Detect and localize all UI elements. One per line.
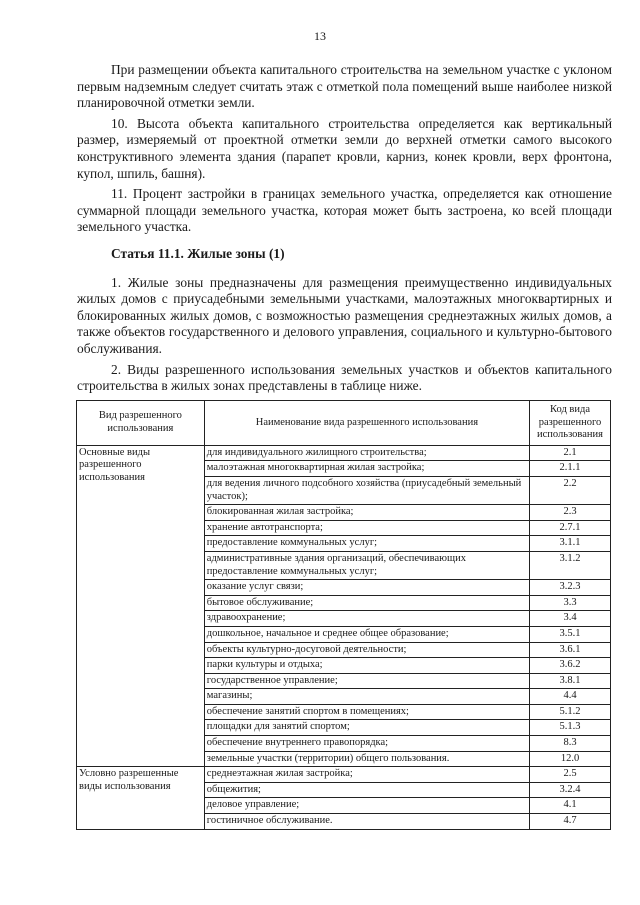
use-name-cell: блокированная жилая застройка;	[204, 505, 529, 521]
use-name-cell: для индивидуального жилищного строительства;	[204, 445, 529, 461]
header-use-type: Вид разрешенного использования	[77, 401, 205, 446]
use-code-cell: 2.3	[530, 505, 611, 521]
use-name-cell: дошкольное, начальное и среднее общее образование;	[204, 626, 529, 642]
permitted-use-table	[76, 400, 611, 830]
use-name-cell: хранение автотранспорта;	[204, 520, 529, 536]
use-code-cell: 3.2.3	[530, 580, 611, 596]
use-code-cell: 3.1.2	[530, 551, 611, 579]
use-name-cell: магазины;	[204, 689, 529, 705]
table-header-row	[77, 401, 611, 446]
use-name-cell: среднеэтажная жилая застройка;	[204, 767, 529, 783]
use-code-cell: 3.5.1	[530, 626, 611, 642]
table-body	[77, 445, 611, 829]
use-name-cell: деловое управление;	[204, 798, 529, 814]
use-group-label: Условно разрешенные виды использования	[77, 767, 205, 829]
use-code-cell: 3.1.1	[530, 536, 611, 552]
use-name-cell: оказание услуг связи;	[204, 580, 529, 596]
use-code-cell: 2.1	[530, 445, 611, 461]
use-name-cell: обеспечение занятий спортом в помещениях;	[204, 704, 529, 720]
use-code-cell: 5.1.3	[530, 720, 611, 736]
header-use-code: Код вида разрешенного использования	[530, 401, 611, 446]
use-name-cell: площадки для занятий спортом;	[204, 720, 529, 736]
use-name-cell: бытовое обслуживание;	[204, 595, 529, 611]
use-name-cell: малоэтажная многоквартирная жилая застройка;	[204, 461, 529, 477]
use-code-cell: 2.5	[530, 767, 611, 783]
use-code-cell: 4.1	[530, 798, 611, 814]
header-use-name: Наименование вида разрешенного использования	[204, 401, 529, 446]
use-name-cell: парки культуры и отдыха;	[204, 658, 529, 674]
use-code-cell: 3.6.2	[530, 658, 611, 674]
use-code-cell: 4.4	[530, 689, 611, 705]
use-code-cell: 3.4	[530, 611, 611, 627]
use-name-cell: объекты культурно-досуговой деятельности;	[204, 642, 529, 658]
use-code-cell: 2.1.1	[530, 461, 611, 477]
paragraph: 11. Процент застройки в границах земельного участка, определяется как отношение суммарной площади земельного участка, которая может быть застроена, ко всей площади земельного участка.	[77, 186, 612, 235]
use-code-cell: 3.3	[530, 595, 611, 611]
use-code-cell: 3.8.1	[530, 673, 611, 689]
paragraph: При размещении объекта капитального строительства на земельном участке с уклоном первым надземным следует считать этаж с отметкой пола помещений выше наиболее низкой планировочной отметки земли.	[77, 62, 612, 111]
use-name-cell: земельные участки (территории) общего пользования.	[204, 751, 529, 767]
paragraph: 1. Жилые зоны предназначены для размещения преимущественно индивидуальных жилых домов с приусадебными земельными участками, малоэтажных многоквартирных и блокированных жилых домов, с возможностью размещения среднеэтажных жилых домов, а также объектов государственного и делового управления, социального и культурно-бытового обслуживания.	[77, 274, 612, 356]
use-name-cell: гостиничное обслуживание.	[204, 814, 529, 830]
use-code-cell: 3.2.4	[530, 782, 611, 798]
use-code-cell: 5.1.2	[530, 704, 611, 720]
use-name-cell: предоставление коммунальных услуг;	[204, 536, 529, 552]
paragraph: 2. Виды разрешенного использования земельных участков и объектов капитального строительства в жилых зонах представлены в таблице ниже.	[77, 361, 612, 394]
use-name-cell: для ведения личного подсобного хозяйства (приусадебный земельный участок);	[204, 476, 529, 504]
use-name-cell: здравоохранение;	[204, 611, 529, 627]
use-name-cell: обеспечение внутреннего правопорядка;	[204, 736, 529, 752]
use-code-cell: 8.3	[530, 736, 611, 752]
use-code-cell: 2.7.1	[530, 520, 611, 536]
table-row	[77, 767, 611, 783]
use-code-cell: 2.2	[530, 476, 611, 504]
use-code-cell: 12.0	[530, 751, 611, 767]
use-code-cell: 4.7	[530, 814, 611, 830]
use-group-label: Основные виды разрешенного использования	[77, 445, 205, 766]
intro-section	[77, 62, 612, 399]
paragraph: 10. Высота объекта капитального строительства определяется как вертикальный размер, измеряемый от проектной отметки земли до верхней отметки самого высокого конструктивного элемента здания (парапет кровли, карниз, конек кровли, верх фронтона, купол, шпиль, башня).	[77, 115, 612, 181]
use-name-cell: государственное управление;	[204, 673, 529, 689]
page-number: 13	[314, 29, 326, 43]
table-row	[77, 445, 611, 461]
use-name-cell: общежития;	[204, 782, 529, 798]
article-heading: Статья 11.1. Жилые зоны (1)	[111, 245, 285, 261]
use-code-cell: 3.6.1	[530, 642, 611, 658]
use-name-cell: административные здания организаций, обеспечивающих предоставление коммунальных услуг;	[204, 551, 529, 579]
